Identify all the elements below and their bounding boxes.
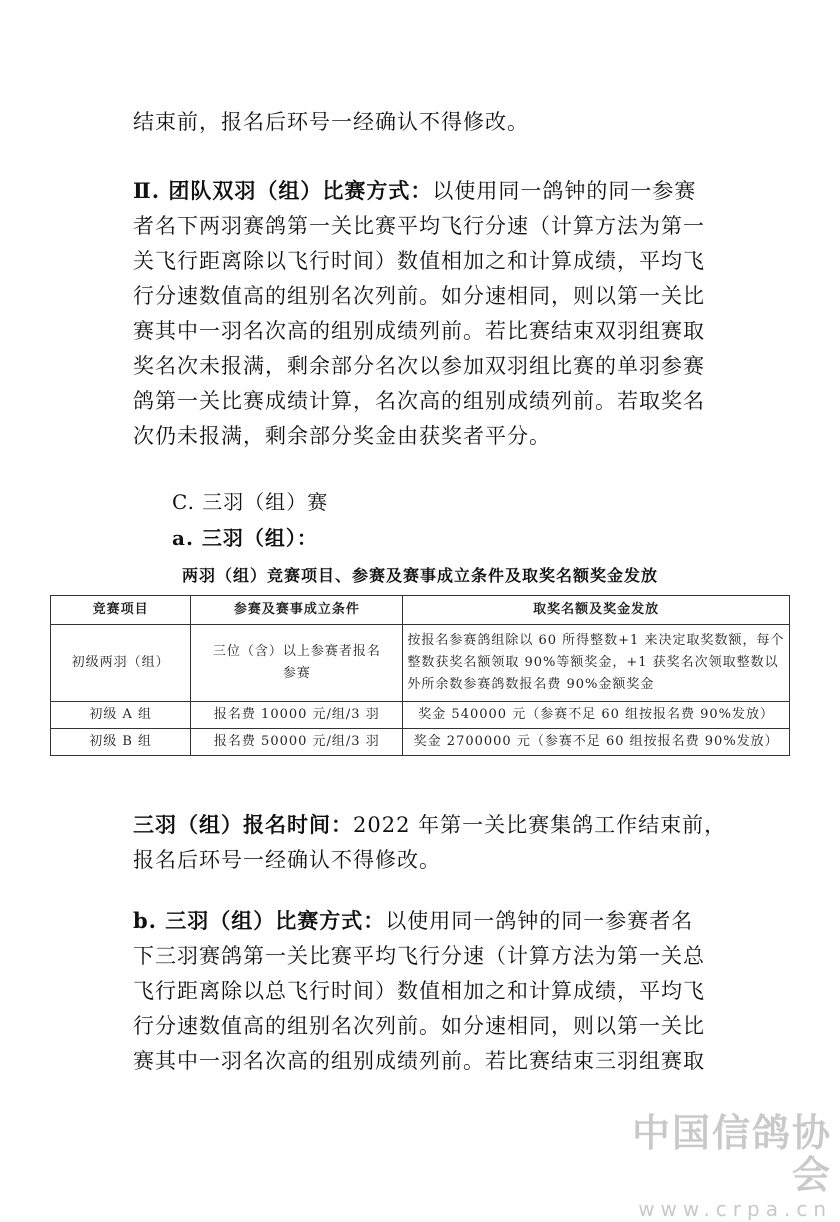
- paragraph-registration-end: [133, 105, 723, 140]
- paragraph-triple-registration-time: [133, 807, 727, 878]
- text-line: [133, 903, 723, 939]
- paragraph-heading: Ⅱ. 团队双羽（组）比赛方式：: [133, 178, 433, 203]
- text-fragment: 以使用同一鸽钟的同一参赛: [432, 179, 697, 203]
- cell-event: 初级 A 组: [51, 702, 191, 729]
- section-c-heading: C. 三羽（组）赛: [172, 490, 329, 514]
- text-line: 赛其中一羽名次高的组别成绩列前。若比赛结束三羽组赛取: [133, 1049, 705, 1073]
- cell-prize: 奖金 2700000 元（参赛不足 60 组按报名费 90%发放）: [403, 729, 790, 756]
- text-line: 下三羽赛鸽第一关比赛平均飞行分速（计算方法为第一关总: [133, 944, 705, 968]
- cell-condition: 报名费 10000 元/组/3 羽: [191, 702, 403, 729]
- text-line: 飞行距离除以总飞行时间）数值相加之和计算成绩，平均飞: [133, 979, 705, 1003]
- text-line: 结束前，报名后环号一经确认不得修改。: [133, 110, 529, 134]
- prize-table: [50, 595, 790, 756]
- paragraph-heading: 三羽（组）报名时间：: [133, 812, 353, 837]
- table-row: [51, 625, 790, 702]
- text-line: 行分速数值高的组别名次列前。如分速相同，则以第一关比: [133, 1014, 705, 1038]
- text-line: 报名后环号一经确认不得修改。: [133, 848, 441, 872]
- header-prize: 取奖名额及奖金发放: [403, 596, 790, 625]
- text-line: 关飞行距离除以飞行时间）数值相加之和计算成绩，平均飞: [133, 249, 705, 273]
- table-caption: 两羽（组）竞赛项目、参赛及赛事成立条件及取奖名额奖金发放: [181, 566, 658, 585]
- header-event: 竞赛项目: [51, 596, 191, 625]
- cell-event: 初级两羽（组）: [51, 625, 191, 702]
- table-row: [51, 729, 790, 756]
- text-line: 次仍未报满，剩余部分奖金由获奖者平分。: [133, 424, 551, 448]
- header-condition: 参赛及赛事成立条件: [191, 596, 403, 625]
- paragraph-triple-feather-rules: [133, 903, 723, 1079]
- paragraph-double-feather-rules: [133, 173, 723, 454]
- watermark-url: www.crpa.cn: [638, 1197, 832, 1221]
- cell-condition: 报名费 50000 元/组/3 羽: [191, 729, 403, 756]
- text-line: [133, 807, 727, 843]
- cell-event: 初级 B 组: [51, 729, 191, 756]
- table-header-row: [51, 596, 790, 625]
- cell-condition: 三位（含）以上参赛者报名参赛: [191, 625, 403, 702]
- watermark-logo: [622, 1112, 832, 1222]
- paragraph-heading: b. 三羽（组）比赛方式：: [133, 908, 386, 933]
- table-row: [51, 702, 790, 729]
- watermark-name: 中国信鸽协会: [631, 1111, 832, 1197]
- cell-prize: 按报名参赛鸽组除以 60 所得整数+1 来决定取奖数额，每个整数获奖名额领取 90%等额奖金，+1 获奖名次领取整数以外所余数参赛鸽数报名费 90%金额奖金: [403, 625, 790, 702]
- text-line: 鸽第一关比赛成绩计算，名次高的组别成绩列前。若取奖名: [133, 389, 705, 413]
- text-line: 者名下两羽赛鸽第一关比赛平均飞行分速（计算方法为第一: [133, 214, 705, 238]
- text-fragment: 以使用同一鸽钟的同一参赛者名: [385, 909, 694, 933]
- text-fragment: 2022 年第一关比赛集鸽工作结束前，: [353, 813, 727, 837]
- section-a-heading: a. 三羽（组）：: [172, 526, 318, 550]
- text-line: [133, 173, 723, 209]
- cell-prize: 奖金 540000 元（参赛不足 60 组按报名费 90%发放）: [403, 702, 790, 729]
- text-line: 奖名次未报满，剩余部分名次以参加双羽组比赛的单羽参赛: [133, 354, 705, 378]
- text-line: 赛其中一羽名次高的组别成绩列前。若比赛结束双羽组赛取: [133, 319, 705, 343]
- text-line: 行分速数值高的组别名次列前。如分速相同，则以第一关比: [133, 284, 705, 308]
